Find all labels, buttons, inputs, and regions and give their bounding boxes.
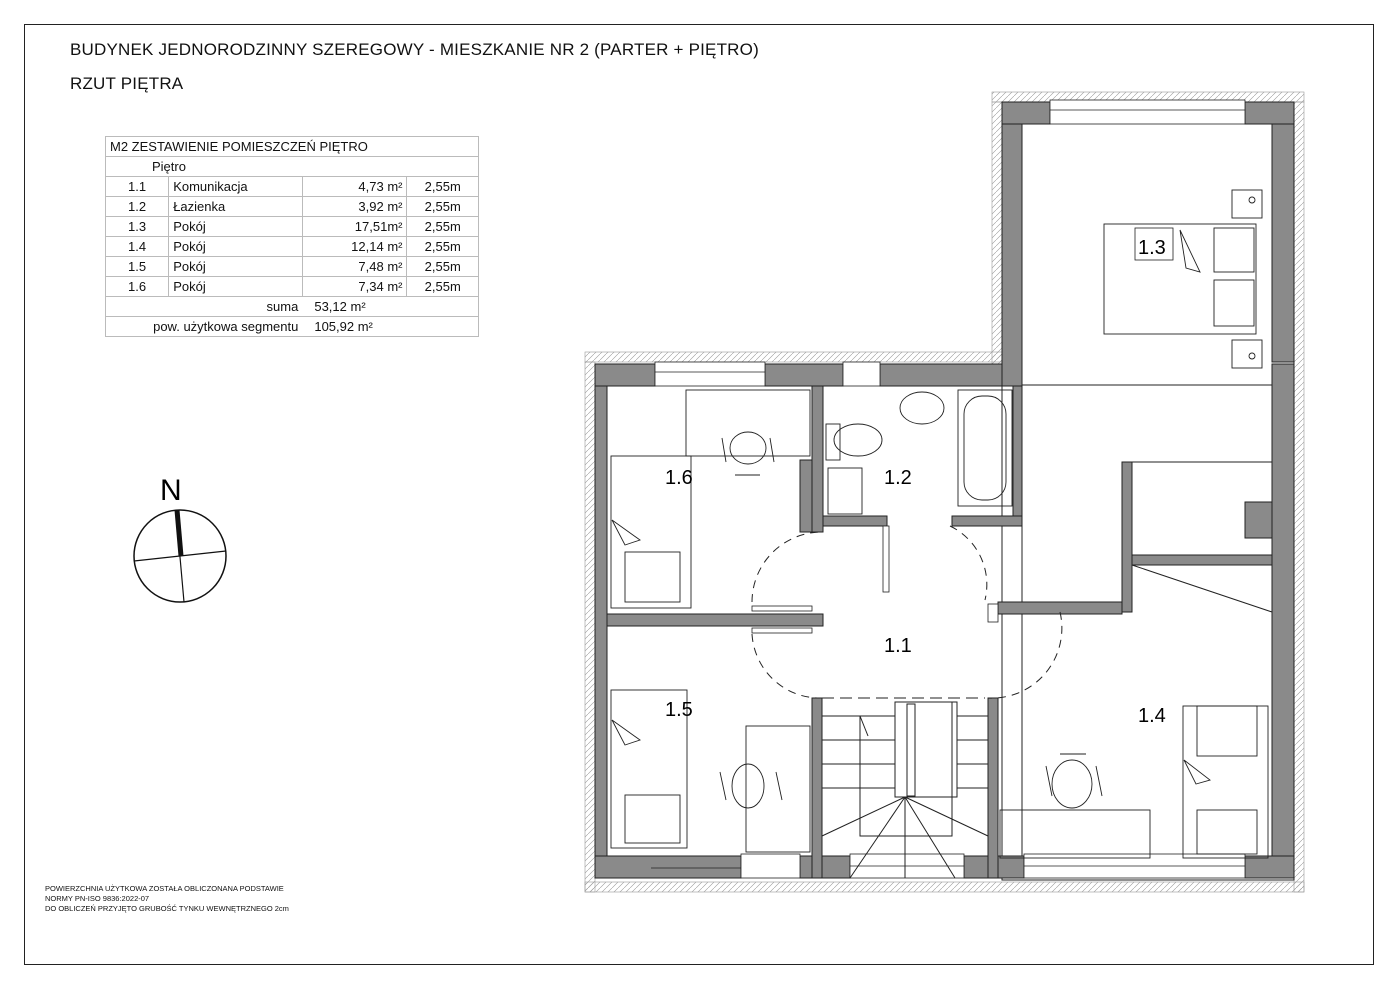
room-area: 17,51m² [302, 217, 407, 237]
north-label: N [160, 474, 182, 507]
footnote [45, 884, 289, 914]
room-labels [665, 228, 1173, 727]
table-section: Piętro [106, 157, 479, 177]
room-height: 2,55m [407, 177, 479, 197]
sum-label: suma [106, 297, 303, 317]
footnote-line: DO OBLICZEŃ PRZYJĘTO GRUBOŚĆ TYNKU WEWNĘTRZNEGO 2cm [45, 904, 289, 913]
room-height: 2,55m [407, 197, 479, 217]
usable-area-value: 105,92 m² [302, 317, 407, 337]
sum-value: 53,12 m² [302, 297, 407, 317]
footnote-line: POWIERZCHNIA UŻYTKOWA ZOSTAŁA OBLICZONANA PODSTAWIE [45, 884, 284, 893]
table-title: M2 ZESTAWIENIE POMIESZCZEŃ PIĘTRO [106, 137, 479, 157]
exterior-walls [595, 102, 1294, 880]
room-area: 12,14 m² [302, 237, 407, 257]
staircase [822, 462, 1272, 878]
room-number: 1.2 [106, 197, 169, 217]
windows [651, 100, 1245, 878]
room-label-1-3: 1.3 [1138, 237, 1166, 259]
room-area: 4,73 m² [302, 177, 407, 197]
room-label-1-6: 1.6 [665, 467, 693, 489]
room-number: 1.5 [106, 257, 169, 277]
room-label-1-1: 1.1 [884, 635, 912, 657]
room-name: Komunikacja [169, 177, 303, 197]
usable-area-label: pow. użytkowa segmentu [106, 317, 303, 337]
interior-walls [607, 386, 1272, 878]
room-number: 1.4 [106, 237, 169, 257]
drawing-subtitle: RZUT PIĘTRA [70, 74, 184, 93]
room-label-1-4: 1.4 [1138, 705, 1166, 727]
room-height: 2,55m [407, 237, 479, 257]
room-label-1-2: 1.2 [884, 467, 912, 489]
room-name: Pokój [169, 217, 303, 237]
insulation [585, 92, 1304, 892]
room-name: Łazienka [169, 197, 303, 217]
room-number: 1.3 [106, 217, 169, 237]
room-height: 2,55m [407, 277, 479, 297]
furniture [611, 190, 1268, 858]
room-area: 3,92 m² [302, 197, 407, 217]
room-height: 2,55m [407, 217, 479, 237]
room-name: Pokój [169, 237, 303, 257]
room-number: 1.6 [106, 277, 169, 297]
drawing-title: BUDYNEK JEDNORODZINNY SZEREGOWY - MIESZKANIE NR 2 (PARTER + PIĘTRO) [70, 40, 759, 59]
north-arrow-icon [134, 474, 226, 602]
room-name: Pokój [169, 257, 303, 277]
room-area: 7,48 m² [302, 257, 407, 277]
room-name: Pokój [169, 277, 303, 297]
room-label-1-5: 1.5 [665, 699, 693, 721]
room-number: 1.1 [106, 177, 169, 197]
footnote-line: NORMY PN-ISO 9836:2022-07 [45, 894, 150, 903]
room-area: 7,34 m² [302, 277, 407, 297]
room-height: 2,55m [407, 257, 479, 277]
